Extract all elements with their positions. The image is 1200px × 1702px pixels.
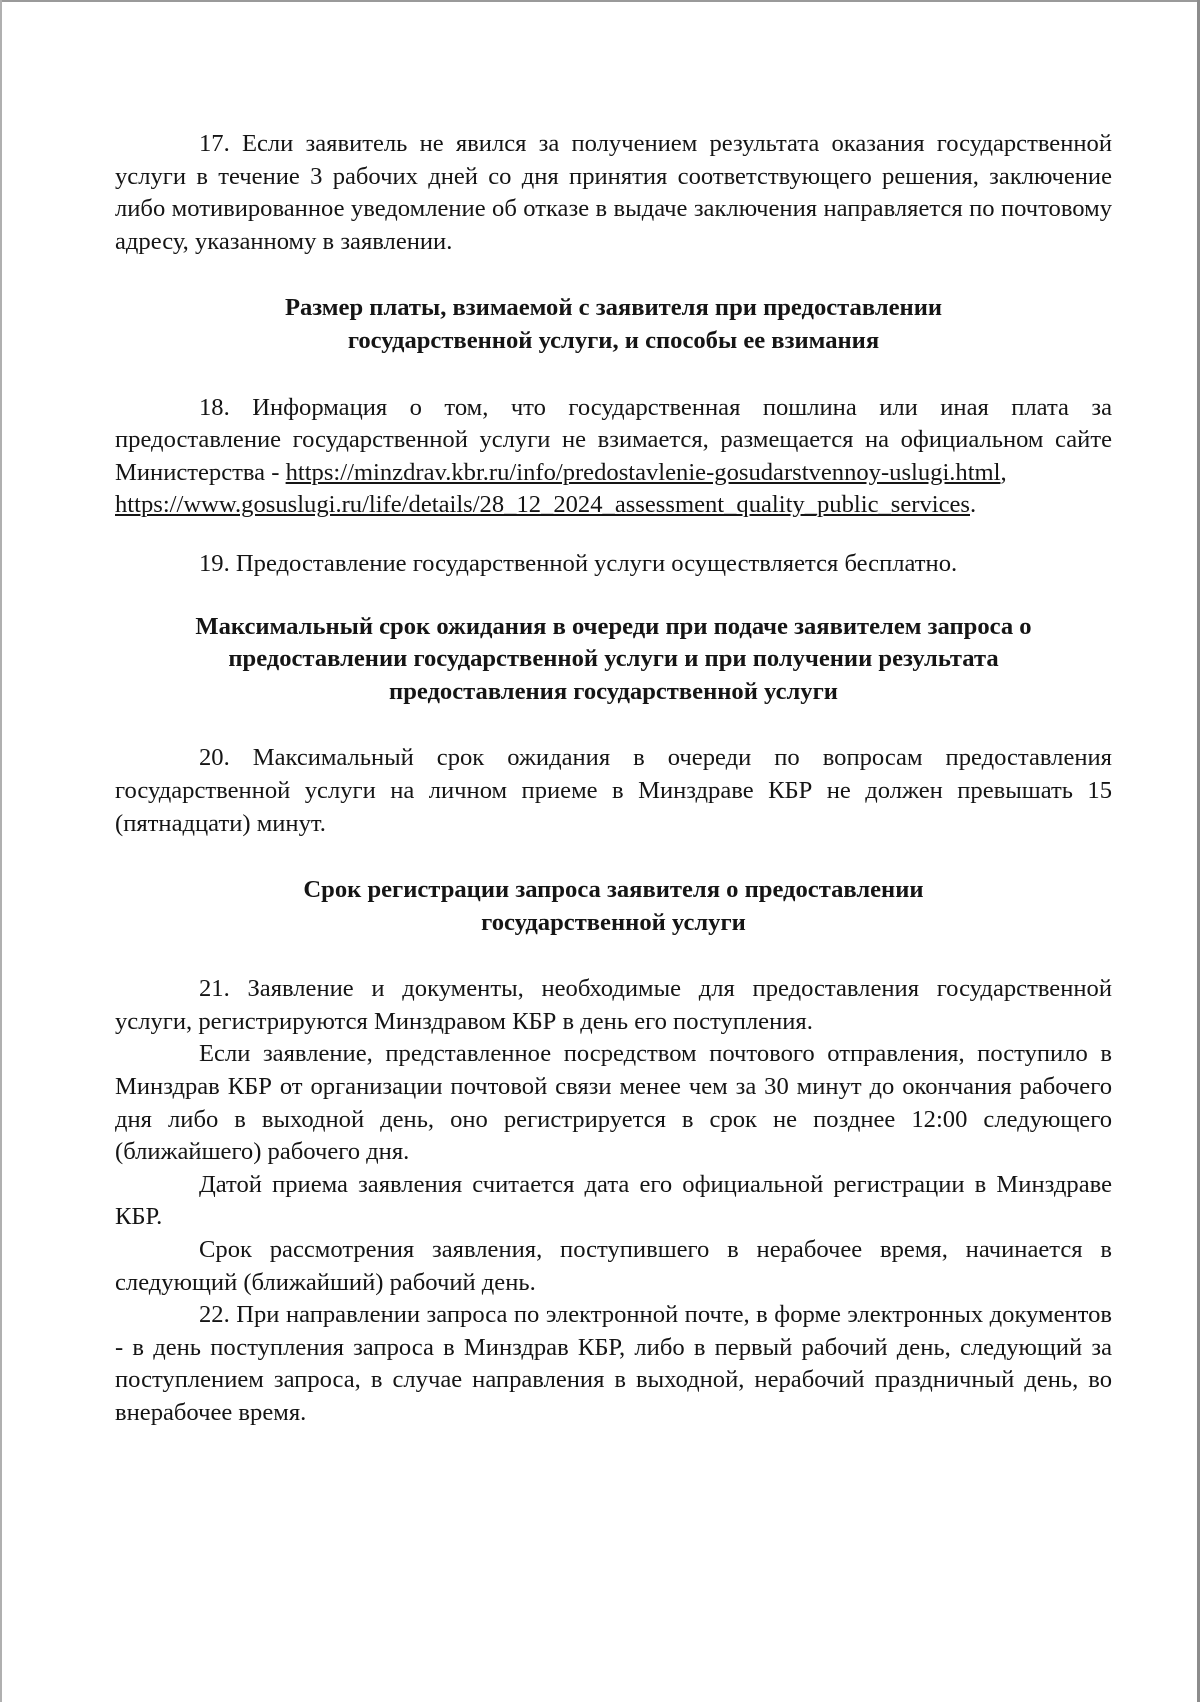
paragraph-22: 22. При направлении запроса по электронной почте, в форме электронных документов - в день поступления запроса в Минздрав КБР, либо в первый рабочий день, следующий за поступлением запроса, в случае направления в выходной, нерабочий праздничный день, во внерабочее время. — [115, 1301, 1112, 1426]
link-separator: , — [1000, 458, 1007, 486]
heading-queue-line-2: предоставлении государственной услуги и при получении результата — [228, 645, 999, 673]
heading-fee — [115, 292, 1112, 357]
heading-fee-line-1: Размер платы, взимаемой с заявителя при предоставлении — [284, 294, 943, 322]
gosuslugi-link[interactable]: https://www.gosuslugi.ru/life/details/28_12_2024_assessment_quality_public_services — [115, 491, 970, 519]
paragraph-18-text: 18. Информация о том, что государственная пошлина или иная плата за предоставление государственной услуги не взимается, размещается на официальном сайте Министерства - — [115, 393, 1112, 486]
paragraph-17: 17. Если заявитель не явился за получением результата оказания государственной услуги в течение 3 рабочих дней со дня принятия соответствующего решения, заключение либо мотивированное уведомление об отказе в выдаче заключения направляется по почтовому адресу, указанному в заявлении. — [115, 130, 1112, 255]
ministry-link[interactable]: https://minzdrav.kbr.ru/info/predostavlenie-gosudarstvennoy-uslugi.html — [285, 458, 1001, 486]
scan-edge-left — [0, 0, 2, 1702]
link-end: . — [970, 491, 977, 519]
heading-queue-line-1: Максимальный срок ожидания в очереди при подаче заявителем запроса о — [195, 612, 1032, 640]
heading-fee-line-2: государственной услуги, и способы ее взимания — [347, 326, 880, 354]
paragraph-21-term: Срок рассмотрения заявления, поступившего в нерабочее время, начинается в следующий (ближайший) рабочий день. — [115, 1236, 1112, 1296]
paragraph-20: 20. Максимальный срок ожидания в очереди по вопросам предоставления государственной услуги на личном приеме в Минздраве КБР не должен превышать 15 (пятнадцати) минут. — [115, 744, 1112, 837]
heading-registration-line-1: Срок регистрации запроса заявителя о предоставлении — [303, 876, 924, 904]
scan-edge-top — [0, 0, 1200, 2]
heading-registration-line-2: государственной услуги — [481, 908, 746, 936]
paragraph-21: 21. Заявление и документы, необходимые для предоставления государственной услуги, регистрируются Минздравом КБР в день его поступления. — [115, 975, 1112, 1035]
heading-registration — [115, 874, 1112, 939]
heading-queue — [115, 611, 1112, 709]
paragraph-18 — [115, 392, 1112, 490]
paragraph-19: 19. Предоставление государственной услуги осуществляется бесплатно. — [199, 549, 958, 577]
heading-queue-line-3: предоставления государственной услуги — [389, 677, 838, 705]
paragraph-18-link-line — [115, 489, 1112, 522]
paragraph-21-date: Датой приема заявления считается дата его официальной регистрации в Минздраве КБР. — [115, 1170, 1112, 1231]
paragraph-21-postal: Если заявление, представленное посредством почтового отправления, поступило в Минздрав КБР от организации почтовой связи менее чем за 30 минут до окончания рабочего дня либо в выходной день, оно регистрируется в срок не позднее 12:00 следующего (ближайшего) рабочего дня. — [115, 1040, 1112, 1166]
document-body — [115, 128, 1112, 1430]
